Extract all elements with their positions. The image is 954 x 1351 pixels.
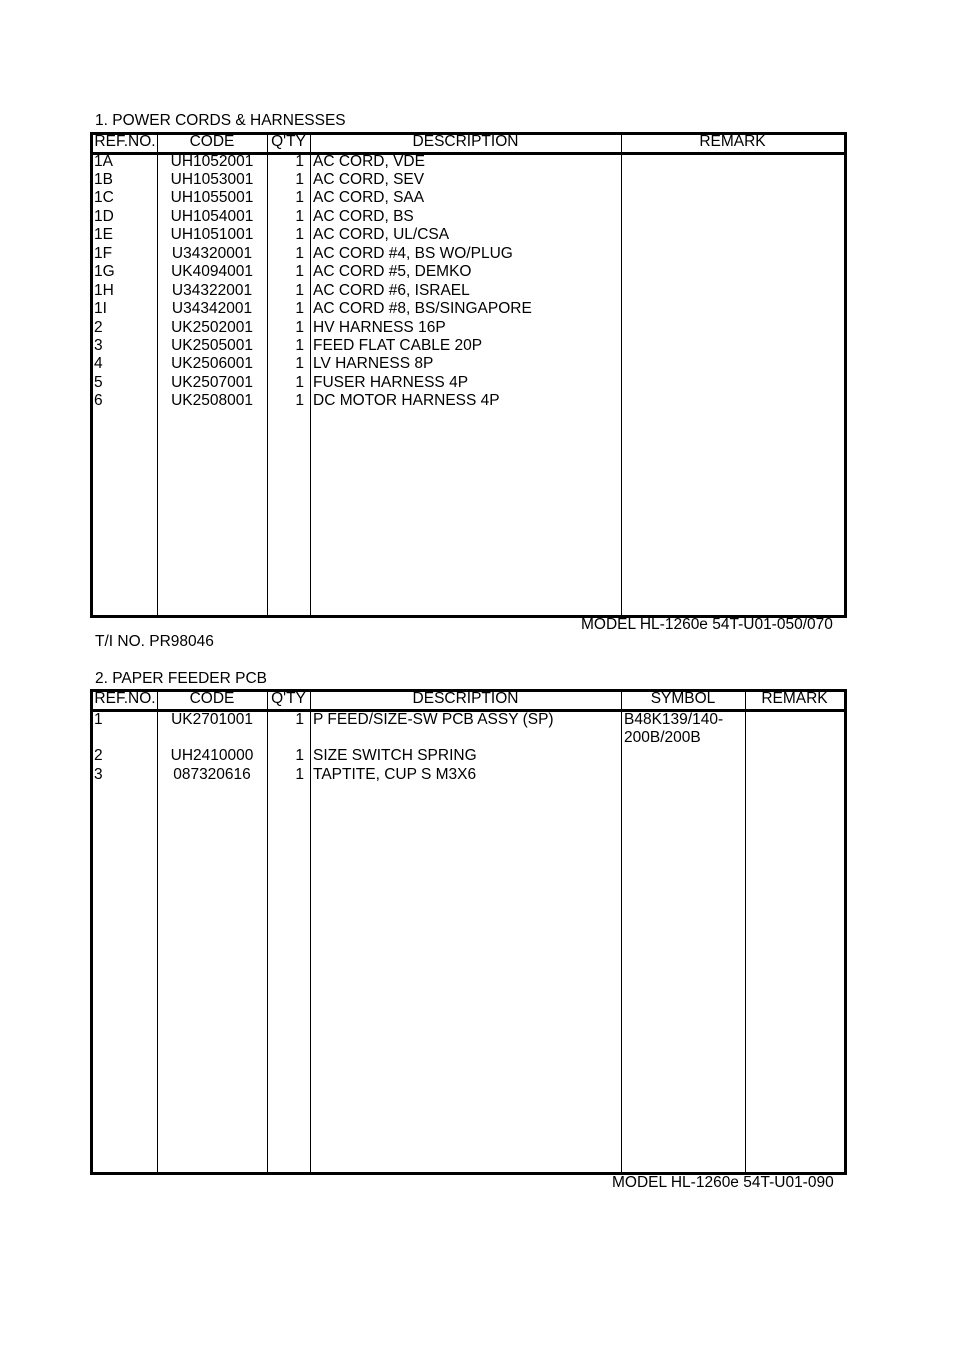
header-symbol: SYMBOL: [650, 690, 716, 707]
table-row: [93, 282, 844, 300]
model-label: MODEL HL-1260e 54T-U01-050/070: [581, 616, 833, 633]
qty-cell: 1: [295, 244, 304, 262]
header-qty: Q'TY: [271, 133, 306, 150]
ref-cell: 1F: [94, 244, 113, 262]
qty-cell: 1: [295, 373, 304, 391]
code-cell: UH1054001: [170, 207, 254, 225]
table-row: [93, 392, 844, 410]
table-row: [93, 189, 844, 207]
paper-feeder-table: [90, 689, 847, 1175]
qty-cell: 1: [295, 392, 304, 410]
ref-cell: 6: [94, 392, 103, 410]
description-cell: SIZE SWITCH SPRING: [313, 747, 477, 765]
description-cell: AC CORD, SEV: [313, 170, 425, 188]
qty-cell: 1: [295, 747, 304, 765]
ref-cell: 2: [94, 747, 103, 765]
ref-cell: 5: [94, 373, 103, 391]
code-cell: UK4094001: [171, 263, 253, 281]
header-description: DESCRIPTION: [412, 690, 519, 707]
header-ref: REF.NO.: [94, 690, 156, 707]
ref-cell: 4: [94, 355, 103, 373]
code-cell: UK2508001: [171, 392, 253, 410]
section1-title: 1. POWER CORDS & HARNESSES: [95, 112, 346, 129]
code-cell: UH1053001: [170, 170, 254, 188]
qty-cell: 1: [295, 152, 304, 170]
description-cell: HV HARNESS 16P: [313, 318, 446, 336]
description-cell: AC CORD #5, DEMKO: [313, 263, 472, 281]
qty-cell: 1: [295, 300, 304, 318]
ref-cell: 3: [94, 337, 103, 354]
qty-cell: 1: [295, 337, 304, 354]
description-cell: LV HARNESS 8P: [313, 355, 434, 373]
code-cell: UH2410000: [170, 747, 254, 765]
description-cell: P FEED/SIZE-SW PCB ASSY (SP): [313, 710, 554, 728]
table-row: [93, 319, 844, 337]
ref-cell: 1H: [94, 281, 114, 299]
header-code: CODE: [189, 133, 235, 150]
table-row: [93, 226, 844, 244]
description-cell: AC CORD #6, ISRAEL: [313, 281, 470, 299]
section2-title: 2. PAPER FEEDER PCB: [95, 670, 267, 687]
code-cell: UH1051001: [170, 226, 254, 244]
header-code: CODE: [189, 690, 235, 707]
ref-cell: 1A: [94, 152, 113, 170]
ti-number: T/I NO. PR98046: [95, 633, 214, 650]
header-qty: Q'TY: [271, 690, 306, 707]
table-row: [93, 747, 844, 765]
description-cell: FUSER HARNESS 4P: [313, 373, 469, 391]
qty-cell: 1: [295, 263, 304, 281]
qty-cell: 1: [295, 189, 304, 207]
power-cords-table: [90, 132, 847, 618]
ref-cell: 1D: [94, 207, 114, 225]
ref-cell: 1E: [94, 226, 113, 244]
description-cell: TAPTITE, CUP S M3X6: [313, 765, 477, 783]
code-cell: U34342001: [171, 300, 253, 318]
qty-cell: 1: [295, 765, 304, 783]
table-row: [93, 300, 844, 318]
table-row: [93, 263, 844, 281]
header-remark: REMARK: [699, 133, 766, 150]
description-cell: AC CORD, UL/CSA: [313, 226, 450, 244]
qty-cell: 1: [295, 318, 304, 336]
code-cell: UK2505001: [171, 337, 253, 354]
description-cell: AC CORD #8, BS/SINGAPORE: [313, 300, 532, 318]
ref-cell: 3: [94, 765, 103, 783]
code-cell: UK2502001: [171, 318, 253, 336]
code-cell: UH1052001: [170, 152, 254, 170]
table-row: [93, 766, 844, 784]
code-cell: 087320616: [173, 765, 251, 783]
qty-cell: 1: [295, 355, 304, 373]
table-row: [93, 374, 844, 392]
code-cell: U34320001: [171, 244, 253, 262]
ref-cell: 1G: [94, 263, 115, 281]
description-cell: AC CORD, VDE: [313, 152, 425, 170]
description-cell: DC MOTOR HARNESS 4P: [313, 392, 500, 410]
header-description: DESCRIPTION: [412, 133, 519, 150]
description-cell: FEED FLAT CABLE 20P: [313, 337, 483, 354]
code-cell: UK2507001: [171, 373, 253, 391]
qty-cell: 1: [295, 281, 304, 299]
symbol-cell: 200B/200B: [624, 728, 701, 746]
header-remark: REMARK: [761, 690, 828, 707]
table-row: [93, 355, 844, 373]
qty-cell: 1: [295, 207, 304, 225]
header-ref: REF.NO.: [94, 133, 156, 150]
code-cell: U34322001: [171, 281, 253, 299]
table-row: [93, 171, 844, 189]
ref-cell: 1C: [94, 189, 114, 207]
ref-cell: 1I: [94, 300, 107, 318]
table-row: [93, 245, 844, 263]
description-cell: AC CORD, BS: [313, 207, 414, 225]
table-row: [93, 710, 844, 746]
symbol-cell: B48K139/140-: [624, 710, 724, 728]
ref-cell: 1: [94, 710, 103, 728]
qty-cell: 1: [295, 226, 304, 244]
description-cell: AC CORD #4, BS WO/PLUG: [313, 244, 513, 262]
code-cell: UH1055001: [170, 189, 254, 207]
table-row: [93, 153, 844, 171]
table-row: [93, 208, 844, 226]
ref-cell: 1B: [94, 170, 113, 188]
description-cell: AC CORD, SAA: [313, 189, 425, 207]
model-label: MODEL HL-1260e 54T-U01-090: [612, 1174, 834, 1191]
qty-cell: 1: [295, 710, 304, 728]
code-cell: UK2701001: [171, 710, 253, 728]
code-cell: UK2506001: [171, 355, 253, 373]
table-row: [93, 337, 844, 355]
qty-cell: 1: [295, 170, 304, 188]
ref-cell: 2: [94, 318, 103, 336]
